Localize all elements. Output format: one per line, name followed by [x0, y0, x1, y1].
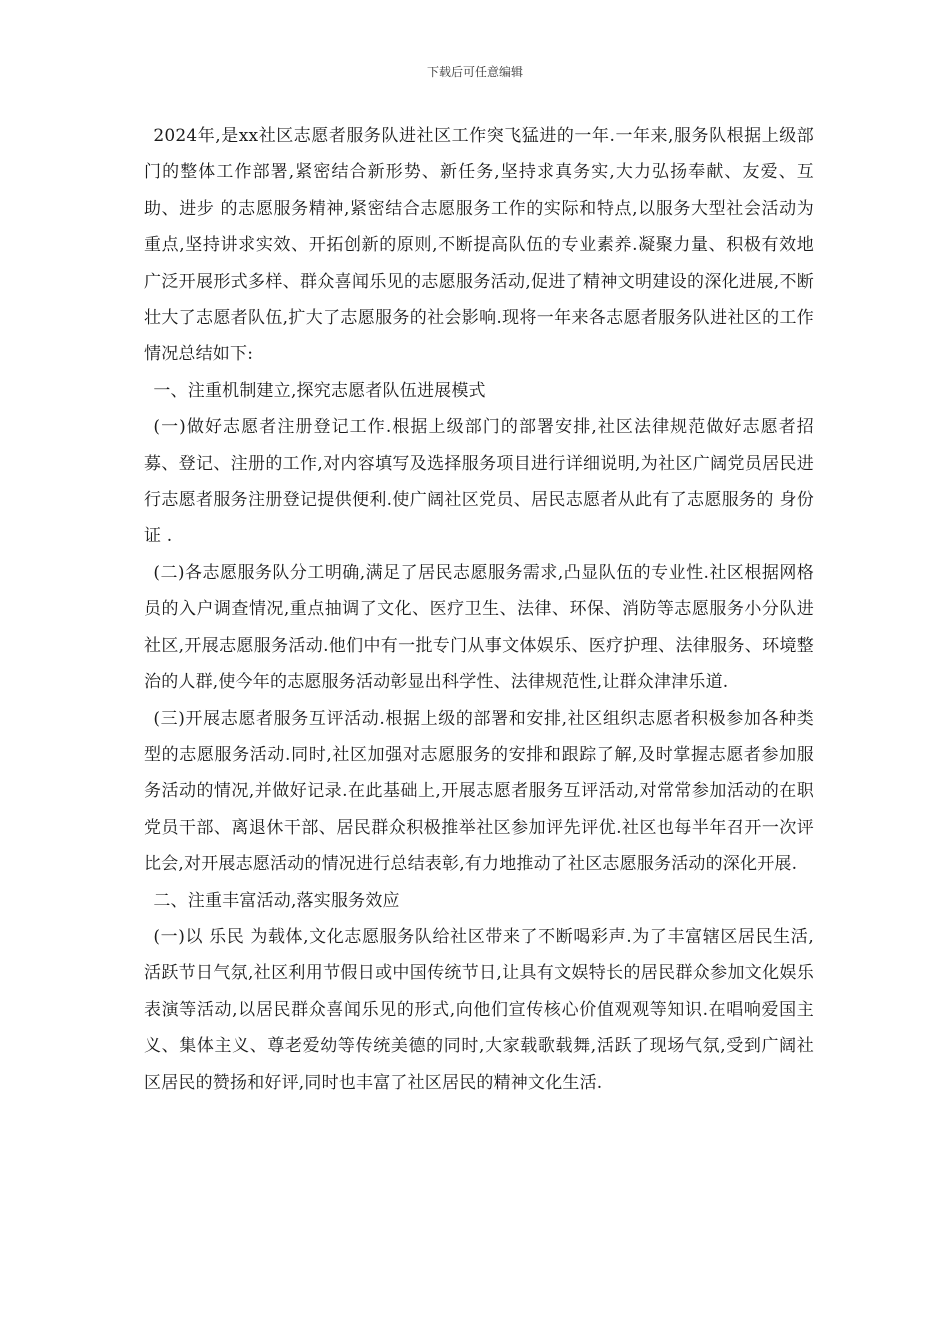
section-2-heading: 二、注重丰富活动,落实服务效应: [153, 890, 400, 911]
page-header: 下载后可任意编辑: [426, 65, 523, 79]
section-1-paragraph-3: (三)开展志愿者服务互评活动.根据上级的部署和安排,社区组织志愿者积极参加各种类型的志愿服务活动.同时,社区加强对志愿服务的安排和跟踪了解,及时掌握志愿者参加服务活动的情况,并做好记录.在此基础上,开展志愿者服务互评活动,对常常参加活动的在职党员干部、离退休干部、居民群众积极推举社区参加评先评优.社区也每半年召开一次评比会,对开展志愿活动的情况进行总结表彰,有力地推动了社区志愿服务活动的深化开展.: [144, 708, 814, 875]
intro-paragraph: 2024年,是xx社区志愿者服务队进社区工作突飞猛进的一年.一年来,服务队根据上级部门的整体工作部署,紧密结合新形势、新任务,坚持求真务实,大力弘扬奉献、友爱、互助、进步 的志愿服务精神,紧密结合志愿服务工作的实际和特点,以服务大型社会活动为重点,坚持讲求实效、开拓创新的原则,不断提高队伍的专业素养.凝聚力量、积极有效地广泛开展形式多样、群众喜闻乐见的志愿服务活动,促进了精神文明建设的深化进展,不断壮大了志愿者队伍,扩大了志愿服务的社会影响.现将一年来各志愿者服务队进社区的工作情况总结如下:: [144, 126, 814, 365]
section-2-paragraph-1: (一)以 乐民 为载体,文化志愿服务队给社区带来了不断喝彩声.为了丰富辖区居民生活,活跃节日气氛,社区利用节假日或中国传统节日,让具有文娱特长的居民群众参加文化娱乐表演等活动,以居民群众喜闻乐见的形式,向他们宣传核心价值观观等知识.在唱响爱国主义、集体主义、尊老爱幼等传统美德的同时,大家载歌载舞,活跃了现场气氛,受到广阔社区居民的赞扬和好评,同时也丰富了社区居民的精神文化生活.: [144, 926, 814, 1093]
section-1-paragraph-2: (二)各志愿服务队分工明确,满足了居民志愿服务需求,凸显队伍的专业性.社区根据网格员的入户调查情况,重点抽调了文化、医疗卫生、法律、环保、消防等志愿服务小分队进社区,开展志愿服务活动.他们中有一批专门从事文体娱乐、医疗护理、法律服务、环境整治的人群,使今年的志愿服务活动彰显出科学性、法律规范性,让群众津津乐道.: [144, 562, 814, 693]
section-1-heading: 一、注重机制建立,探究志愿者队伍进展模式: [153, 380, 486, 401]
document-body: [144, 118, 814, 1101]
section-1-paragraph-1: (一)做好志愿者注册登记工作.根据上级部门的部署安排,社区法律规范做好志愿者招募、登记、注册的工作,对内容填写及选择服务项目进行详细说明,为社区广阔党员居民进行志愿者服务注册登记提供便利.使广阔社区党员、居民志愿者从此有了志愿服务的 身份证 .: [144, 417, 814, 547]
